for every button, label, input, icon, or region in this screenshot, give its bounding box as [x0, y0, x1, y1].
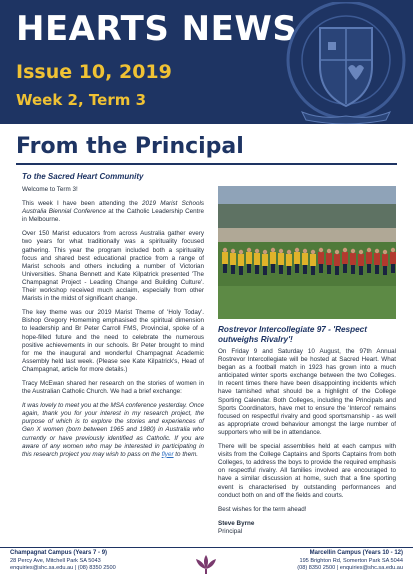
footer-right	[297, 550, 403, 573]
masthead-banner	[0, 0, 413, 124]
intercol-paragraph: On Friday 9 and Saturday 10 August, the 97th Annual Rostrevor Intercollegiate will be hosted at Sacred Heart. What began as a football match in 1923 has grown into a much anticipated winter sports exchange between the two Colleges. In recent times there have been disappointing incidents which have tarnished what should be a highlight of the College Sporting Calendar. Both Colleges, including the Principals and Sports Coordinators, have met to ensure the 'Intercol' remains focused on respectful rivalry and good sportsmanship - as well as appropriate crowd behaviour amongst the large number of supporters who will be in attendance.	[218, 348, 396, 436]
newsletter-title: HEARTS NEWS	[16, 9, 298, 49]
champagnat-address: 28 Percy Ave, Mitchell Park SA 5043	[10, 557, 101, 564]
week-term: Week 2, Term 3	[16, 91, 147, 109]
quote-paragraph: It was lovely to meet you at the MSA conference yesterday. Once again, thank you for your interest in my research project, the purpose of which is to explore the stories and experiences of Gen X women (born between 1965 and 1980) in Australia who currently or have previously identified as Catholic. If you are aware of any women who may be interested in participating in this research project you may wish to pass on the flyer to them.	[22, 402, 204, 458]
assemblies-paragraph: There will be special assemblies held at each campus with visits from the College Captains and Sports Captains from both Colleges, to address the boys to provide the required emphasis on respectful rivalry. All families involved are encouraged to have a similar discussion at home, such that a fine sporting event is characterised by outstanding performances and conduct both on and off the fields and courts.	[218, 443, 396, 499]
article-caption: Rostrevor Intercollegiate 97 - 'Respect outweighs Rivalry'!	[218, 325, 367, 344]
champagnat-campus-title: Champagnat Campus (Years 7 - 9)	[10, 550, 108, 556]
signoff: Steve Byrne Principal	[218, 519, 255, 535]
flyer-link[interactable]: flyer	[161, 450, 174, 458]
footer-left	[10, 550, 116, 573]
educators-paragraph: Over 150 Marist educators from across Australia gather every two years for what traditionally was a spirituality focused gathering. This year the program included both a spirituality focus and shared best educational practice from a range of Marist schools and others including a number of Victorian Universities. Shana Bennett and Kate Kilpatrick presented 'The Champagnat Project - Leading Change and Building Culture'. Their workshop received much acclaim, especially from other Marists in the midst of significant change.	[22, 230, 204, 303]
football-team-photo	[218, 186, 396, 319]
right-column	[218, 186, 396, 536]
conference-paragraph: This week I have been attending the 2019 Marist Schools Australia Biennial Conference at the Catholic Leadership Centre in Melbourne.	[22, 200, 204, 224]
issue-number: Issue 10, 2019	[16, 61, 172, 83]
greeting-paragraph: Welcome to Term 3!	[22, 186, 78, 193]
marcellin-contact[interactable]: (08) 8350 2500 | enquiries@shc.sa.edu.au	[297, 565, 403, 571]
college-crest-icon	[282, 2, 410, 124]
theme-paragraph: The key theme was our 2019 Marist Theme of 'Holy Today'. Bishop Gregory Homeming emphasised the spiritual dimension to leadership and Br Peter Carroll FMS, Provincial, spoke of a hope-filled future and the need to celebrate the numerous positive achievements in our schools. Br Peter brought to mind for me the inaugural and wonderful Champagnat Academic Assembly held last week. (Please see Kate Kilpatrick's, Head of Champagnat, article for more details.)	[22, 309, 204, 373]
lily-emblem-icon	[194, 553, 218, 575]
marcellin-campus-title: Marcellin Campus (Years 10 - 12)	[309, 550, 403, 556]
best-wishes: Best wishes for the term ahead!	[218, 505, 307, 513]
section-title: From the Principal	[16, 134, 244, 159]
section-subtitle: To the Sacred Heart Community	[22, 172, 144, 181]
marcellin-address: 195 Brighton Rd, Somerton Park SA 5044	[299, 557, 403, 564]
left-column	[22, 186, 204, 465]
footer-divider	[0, 547, 413, 548]
section-divider	[16, 163, 397, 165]
champagnat-contact[interactable]: enquiries@shc.sa.edu.au | (08) 8350 2500	[10, 565, 116, 571]
research-paragraph: Tracy McEwan shared her research on the stories of women in the Australian Catholic Church. We had a brief exchange:	[22, 379, 204, 396]
